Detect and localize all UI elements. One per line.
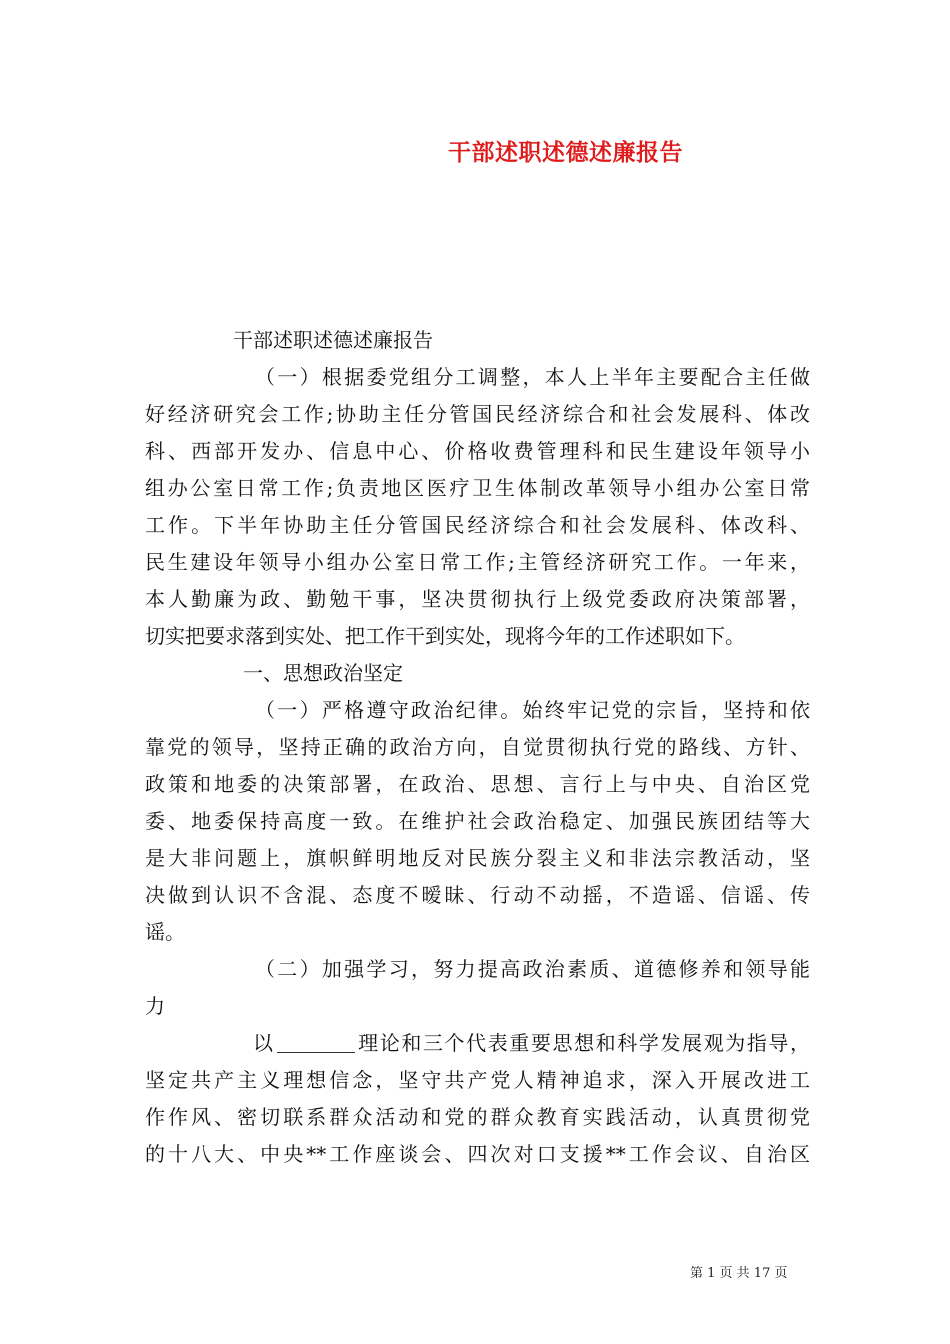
page-number-footer: 第 1 页 共 17 页: [690, 1266, 788, 1281]
para1-line: 民生建设年领导小组办公室日常工作;主管经济研究工作。一年来，: [145, 550, 810, 574]
section-heading: 一、思想政治坚定: [243, 661, 403, 685]
para2-line: 委、地委保持高度一致。在维护社会政治稳定、加强民族团结等大: [145, 809, 810, 833]
para2-line: 是大非问题上，旗帜鲜明地反对民族分裂主义和非法宗教活动，坚: [145, 846, 810, 870]
para1-line: 本人勤廉为政、勤勉干事，坚决贯彻执行上级党委政府决策部署，: [145, 587, 810, 611]
para4-line: 的十八大、中央**工作座谈会、四次对口支援**工作会议、自治区: [145, 1142, 810, 1166]
para3-line: 力: [145, 994, 165, 1018]
para4-line: 坚定共产主义理想信念，坚守共产党人精神追求，深入开展改进工: [145, 1068, 810, 1092]
para2-line: 谣。: [145, 920, 185, 944]
para4-suffix: 理论和三个代表重要思想和科学发展观为指导，: [356, 1031, 810, 1055]
para1-line: 组办公室日常工作;负责地区医疗卫生体制改革领导小组办公室日常: [145, 476, 810, 500]
para3-line: （二）加强学习，努力提高政治素质、道德修养和领导能: [255, 957, 810, 981]
body-subtitle: 干部述职述德述廉报告: [233, 328, 433, 352]
para4-prefix: 以: [253, 1031, 275, 1055]
para1-line: （一）根据委党组分工调整，本人上半年主要配合主任做: [255, 365, 810, 389]
para2-line: 政策和地委的决策部署，在政治、思想、言行上与中央、自治区党: [145, 772, 810, 796]
para1-line: 科、西部开发办、信息中心、价格收费管理科和民生建设年领导小: [145, 439, 810, 463]
para2-line: （一）严格遵守政治纪律。始终牢记党的宗旨，坚持和依: [255, 698, 810, 722]
para1-line: 切实把要求落到实处、把工作干到实处，现将今年的工作述职如下。: [145, 624, 745, 648]
para1-line: 工作。下半年协助主任分管国民经济综合和社会发展科、体改科、: [145, 513, 810, 537]
para2-line: 决做到认识不含混、态度不暧昧、行动不动摇，不造谣、信谣、传: [145, 883, 810, 907]
document-body: [145, 322, 810, 1173]
para2-line: 靠党的领导，坚持正确的政治方向，自觉贯彻执行党的路线、方针、: [145, 735, 810, 759]
para1-line: 好经济研究会工作;协助主任分管国民经济综合和社会发展科、体改: [145, 402, 810, 426]
fill-in-blank: [277, 1032, 355, 1053]
document-title: 干部述职述德述廉报告: [448, 139, 683, 166]
para4-line: 作作风、密切联系群众活动和党的群众教育实践活动，认真贯彻党: [145, 1105, 810, 1129]
para4-first-line: [145, 1025, 810, 1062]
